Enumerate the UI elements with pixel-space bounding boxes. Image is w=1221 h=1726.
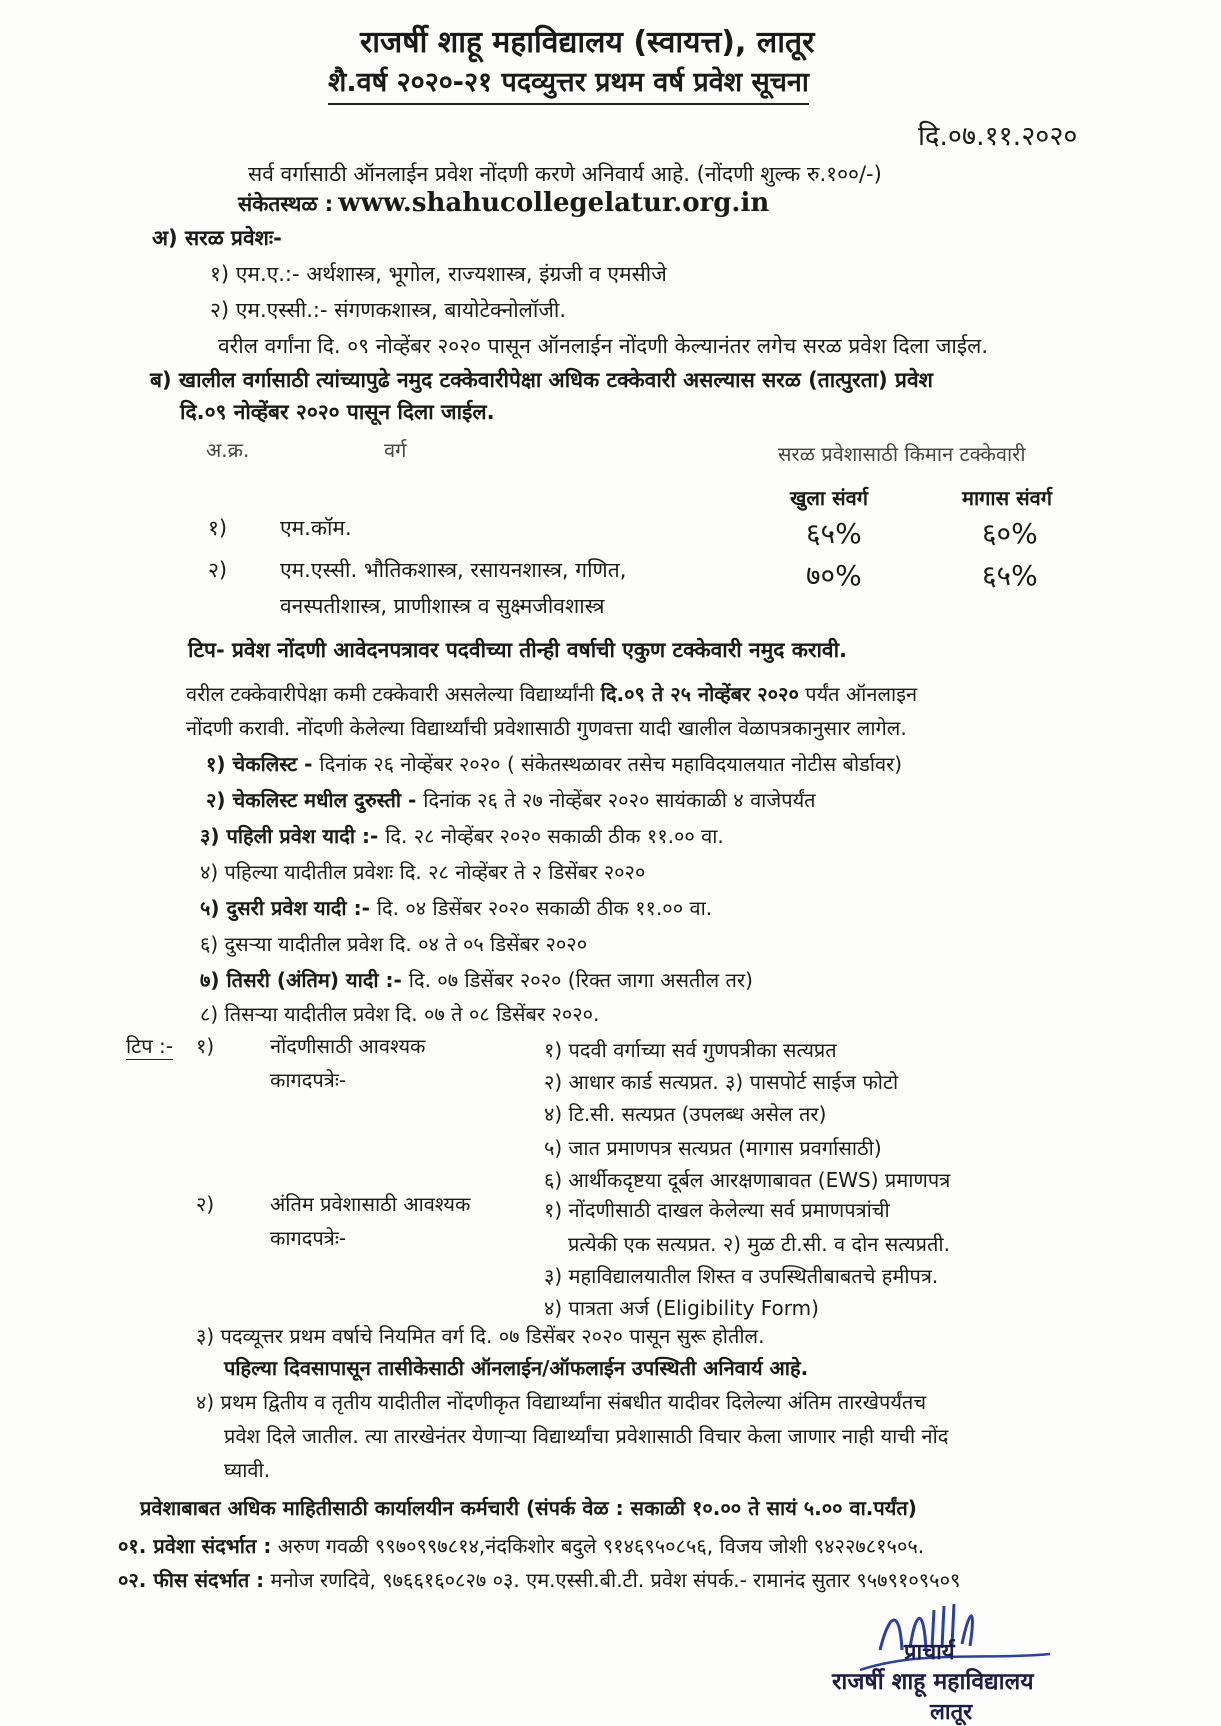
website-line	[238, 188, 769, 218]
para-dates: दि.०९ ते २५ नोव्हेंबर २०२०	[600, 682, 799, 706]
table-row-2-backward: ६५%	[982, 559, 1038, 592]
contacts-heading: प्रवेशाबाबत अधिक माहितीसाठी कार्यालयीन कर्मचारी (संपर्क वेळ : सकाळी १०.०० ते सायं ५.०० वा.पर्यंत)	[140, 1496, 917, 1520]
documents-group-1-item: ४) टि.सी. सत्यप्रत (उपलब्ध असेल तर)	[544, 1102, 827, 1126]
documents-group-2-item: प्रत्येकी एक सत्यप्रत. २) मुळ टी.सी. व दोन सत्यप्रती.	[568, 1232, 950, 1256]
schedule-item-label: १) चेकलिस्ट -	[206, 752, 320, 776]
notice-subtitle: शै.वर्ष २०२०-२१ पदव्युत्तर प्रथम वर्ष प्रवेश सूचना	[328, 62, 809, 105]
schedule-item-label: ७) तिसरी (अंतिम) यादी :-	[200, 968, 409, 992]
section-b-tip: टिप- प्रवेश नोंदणी आवेदनपत्रावर पदवीच्या तीन्ही वर्षाची एकुण टक्केवारी नमुद करावी.	[188, 638, 847, 662]
note-3-line-2: पहिल्या दिवसापासून तासीकेसाठी ऑनलाईन/ऑफलाईन उपस्थिती अनिवार्य आहे.	[224, 1356, 809, 1380]
table-row-2-class: एम.एस्सी. भौतिकशास्त्र, रसायनशास्त्र, गणित,	[280, 558, 627, 582]
documents-group-2-num: २)	[196, 1192, 215, 1216]
section-b-para-2: नोंदणी करावी. नोंदणी केलेल्या विद्यार्थ्यांची प्रवेशासाठी गुणवत्ता यादी खालील वेळापत्रकानुसार लागेल.	[186, 716, 907, 740]
documents-group-1-title-cont: कागदपत्रेः-	[270, 1068, 347, 1092]
schedule-item-text: दि. ०४ डिसेंबर २०२० सकाळी ठीक ११.०० वा.	[376, 896, 713, 920]
intro-text: सर्व वर्गासाठी ऑनलाईन प्रवेश नोंदणी करणे अनिवार्य आहे. (नोंदणी शुल्क रु.१००/-)	[248, 162, 882, 186]
schedule-item-text: ४) पहिल्या यादीतील प्रवेशः दि. २८ नोव्हेंबर ते २ डिसेंबर २०२०	[200, 860, 646, 884]
table-row-2-class-cont: वनस्पतीशास्त्र, प्राणीशास्त्र व सुक्ष्मजीवशास्त्र	[280, 594, 605, 618]
schedule-item-label: ३) पहिली प्रवेश यादी :-	[200, 824, 386, 848]
note-3-line-1: ३) पदव्यूत्तर प्रथम वर्षाचे नियमित वर्ग दि. ०७ डिसेंबर २०२० पासून सुरू होतील.	[196, 1324, 765, 1348]
schedule-item	[206, 750, 902, 777]
documents-group-2-title: अंतिम प्रवेशासाठी आवश्यक	[270, 1192, 471, 1216]
documents-group-1-title: नोंदणीसाठी आवश्यक	[270, 1034, 426, 1058]
section-b-para-1	[186, 680, 917, 707]
para-text: वरील टक्केवारीपेक्षा कमी टक्केवारी असलेल्या विद्यार्थ्यांनी	[186, 682, 601, 706]
schedule-item-text: ८) तिसऱ्या यादीतील प्रवेश दि. ०७ ते ०८ डिसेंबर २०२०.	[200, 1002, 600, 1026]
section-b-heading-1: ब) खालील वर्गासाठी त्यांच्यापुढे नमुद टक्केवारीपेक्षा अधिक टक्केवारी असल्यास सरळ (तात्पुरता) प्रवेश	[150, 368, 933, 392]
website-label: संकेतस्थळ :	[238, 192, 334, 216]
documents-group-1-item: १) पदवी वर्गाच्या सर्व गुणपत्रीका सत्यप्रत	[544, 1038, 837, 1062]
signature-place: लातूर	[930, 1700, 973, 1725]
schedule-item	[200, 894, 712, 921]
documents-group-2-title-cont: कागदपत्रेः-	[270, 1226, 347, 1250]
schedule-item	[206, 786, 816, 813]
table-header-group: सरळ प्रवेशासाठी किमान टक्केवारी	[778, 442, 1026, 466]
table-header-sr: अ.क्र.	[206, 438, 250, 462]
documents-group-2-item: ४) पात्रता अर्ज (Eligibility Form)	[544, 1296, 819, 1320]
contact-fees-text: मनोज रणदिवे, ९७६६१६०८२७ ०३. एम.एस्सी.बी.टी. प्रवेश संपर्क.- रामानंद सुतार ९५७९१०९५०९	[264, 1568, 961, 1592]
table-row-2-sr: २)	[208, 558, 228, 582]
contact-admission	[118, 1532, 924, 1559]
schedule-item	[200, 822, 724, 849]
section-a-note: वरील वर्गांना दि. ०९ नोव्हेंबर २०२० पासून ऑनलाईन नोंदणी केल्यानंतर लगेच सरळ प्रवेश दिला जाईल.	[218, 334, 989, 358]
schedule-item-text: दिनांक २६ नोव्हेंबर २०२० ( संकेतस्थळावर तसेच महाविदयालयात नोटीस बोर्डावर)	[319, 752, 903, 776]
table-row-1-backward: ६०%	[982, 517, 1038, 550]
table-row-1-class: एम.कॉम.	[280, 516, 352, 540]
para-text-end: पर्यंत ऑनलाइन	[798, 682, 918, 706]
table-row-1-sr: १)	[208, 516, 228, 540]
documents-group-1-item: २) आधार कार्ड सत्यप्रत. ३) पासपोर्ट साईज फोटो	[544, 1070, 899, 1094]
website-link[interactable]: www.shahucollegelatur.org.in	[338, 188, 770, 218]
table-header-class: वर्ग	[384, 438, 407, 462]
contact-fees-label: ०२. फीस संदर्भात :	[118, 1568, 265, 1592]
contact-admission-label: ०१. प्रवेशा संदर्भात :	[118, 1534, 272, 1558]
signature-org: राजर्षी शाहू महाविद्यालय	[832, 1669, 1034, 1695]
note-4-line-3: घ्यावी.	[224, 1458, 271, 1482]
schedule-item	[200, 930, 587, 957]
table-row-2-open: ७०%	[806, 559, 862, 592]
documents-tip-label: टिप :-	[126, 1034, 173, 1058]
section-a-item-1: १) एम.ए.:- अर्थशास्त्र, भूगोल, राज्यशास्त्र, इंग्रजी व एमसीजे	[210, 262, 667, 286]
documents-group-1-num: १)	[196, 1034, 215, 1058]
documents-group-2-item: १) नोंदणीसाठी दाखल केलेल्या सर्व प्रमाणपत्रांची	[544, 1198, 890, 1222]
section-a-item-2: २) एम.एस्सी.:- संगणकशास्त्र, बायोटेक्नोलॉजी.	[210, 298, 567, 322]
section-b-heading-2: दि.०९ नोव्हेंबर २०२० पासून दिला जाईल.	[180, 400, 495, 424]
schedule-item-text: दि. २८ नोव्हेंबर २०२० सकाळी ठीक ११.०० वा.	[385, 824, 724, 848]
contact-admission-text: अरुण गवळी ९९७०९९७८१४,नंदकिशोर बदुले ९१४६९५०८५६, विजय जोशी ९४२२७८१५०५.	[271, 1534, 925, 1558]
note-4-line-1: ४) प्रथम द्वितीय व तृतीय यादीतील नोंदणीकृत विद्यार्थ्यांना संबधीत यादीवर दिलेल्या अंतिम तारखेपर्यंतच	[196, 1390, 927, 1414]
section-a-heading: अ) सरळ प्रवेशः-	[152, 226, 282, 250]
schedule-item-text: दि. ०७ डिसेंबर २०२० (रिक्त जागा असतील तर)	[408, 968, 753, 992]
schedule-item	[200, 966, 753, 993]
table-header-backward: मागास संवर्ग	[962, 486, 1052, 510]
schedule-item	[200, 858, 645, 885]
documents-group-2-item: ३) महाविद्यालयातील शिस्त व उपस्थितीबाबतचे हमीपत्र.	[544, 1264, 939, 1288]
signature-role: प्राचार्य	[904, 1640, 955, 1665]
table-row-1-open: ६५%	[806, 517, 862, 550]
schedule-item-label: ५) दुसरी प्रवेश यादी :-	[200, 896, 377, 920]
notice-date: दि.०७.११.२०२०	[918, 121, 1078, 152]
college-title: राजर्षी शाहू महाविद्यालय (स्वायत्त), लातूर	[360, 25, 815, 60]
documents-group-1-item: ६) आर्थीकदृष्टया दूर्बल आरक्षणाबावत (EWS) प्रमाणपत्र	[544, 1168, 951, 1192]
table-header-open: खुला संवर्ग	[790, 486, 868, 510]
note-4-line-2: प्रवेश दिले जातील. त्या तारखेनंतर येणाऱ्या विद्यार्थ्यांचा प्रवेशासाठी विचार केला जाणार नाही याची नोंद	[224, 1424, 949, 1448]
schedule-item-text: दिनांक २६ ते २७ नोव्हेंबर २०२० सायंकाळी ४ वाजेपर्यंत	[423, 788, 816, 812]
documents-group-1-item: ५) जात प्रमाणपत्र सत्यप्रत (मागास प्रवर्गासाठी)	[544, 1136, 882, 1160]
schedule-item	[200, 1000, 599, 1027]
schedule-item-label: २) चेकलिस्ट मधील दुरुस्ती -	[206, 788, 424, 812]
schedule-item-text: ६) दुसऱ्या यादीतील प्रवेश दि. ०४ ते ०५ डिसेंबर २०२०	[200, 932, 588, 956]
